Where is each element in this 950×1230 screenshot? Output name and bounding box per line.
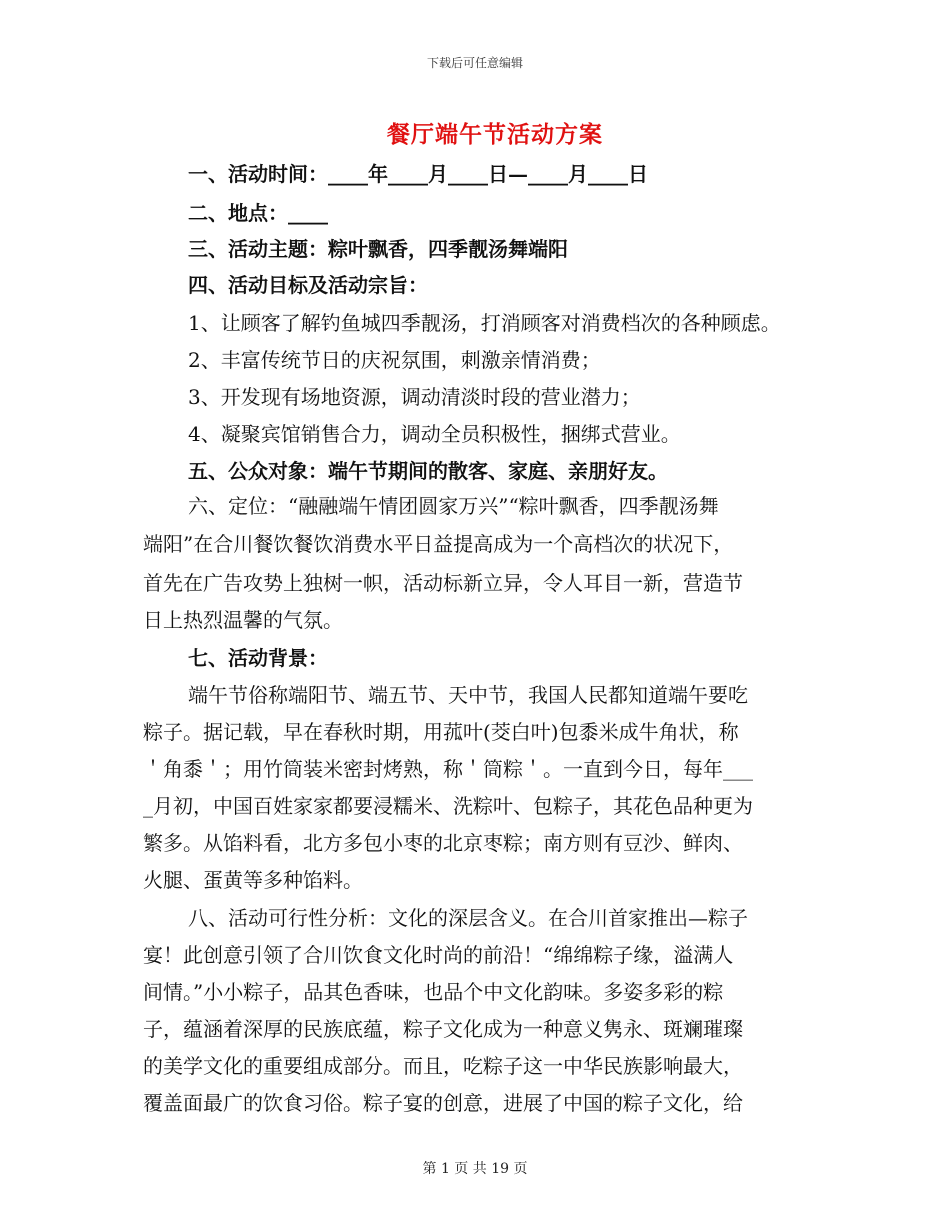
positioning-line: 首先在广告攻势上独树一帜，活动标新立异，令人耳目一新，营造节 xyxy=(143,571,743,595)
page-footer: 第 1 页 共 19 页 xyxy=(422,1161,528,1177)
background-line: 端午节俗称端阳节、端五节、天中节，我国人民都知道端午要吃 xyxy=(188,683,748,707)
feasibility-line: 八、活动可行性分析：文化的深层含义。在合川首家推出—粽子 xyxy=(188,906,748,930)
positioning-line: 六、定位：“融融端午情团圆家万兴”“粽叶飘香，四季靓汤舞 xyxy=(188,494,719,518)
feasibility-line: 宴！此创意引领了合川饮食文化时尚的前沿！“绵绵粽子缘，溢满人 xyxy=(143,943,734,967)
section-audience: 五、公众对象：端午节期间的散客、家庭、亲朋好友。 xyxy=(188,459,668,483)
header-note: 下载后可任意编辑 xyxy=(426,56,523,70)
background-line: 火腿、蛋黄等多种馅料。 xyxy=(143,868,363,892)
goal-item-1: 1、让顾客了解钓鱼城四季靓汤，打消顾客对消费档次的各种顾虑。 xyxy=(188,311,781,335)
feasibility-line: 覆盖面最广的饮食习俗。粽子宴的创意，进展了中国的粽子文化，给 xyxy=(143,1091,743,1115)
goal-item-4: 4、凝聚宾馆销售合力，调动全员积极性，捆绑式营业。 xyxy=(188,422,681,446)
background-line: 繁多。从馅料看，北方多包小枣的北京枣粽；南方则有豆沙、鲜肉、 xyxy=(143,831,743,855)
section-goals-heading: 四、活动目标及活动宗旨： xyxy=(188,273,428,297)
feasibility-line: 的美学文化的重要组成部分。而且，吃粽子这一中华民族影响最大， xyxy=(143,1054,743,1078)
background-line: ＇角黍＇；用竹筒装米密封烤熟，称＇筒粽＇。一直到今日，每年___ xyxy=(143,757,753,781)
background-line: _月初，中国百姓家家都要浸糯米、洗粽叶、包粽子，其花色品种更为 xyxy=(143,794,753,818)
feasibility-line: 子，蕴涵着深厚的民族底蕴，粽子文化成为一种意义隽永、斑斓璀璨 xyxy=(143,1017,743,1041)
background-line: 粽子。据记载，早在春秋时期，用菰叶(茭白叶)包黍米成牛角状，称 xyxy=(143,720,739,744)
goal-item-2: 2、丰富传统节日的庆祝氛围，刺激亲情消费； xyxy=(188,348,601,372)
feasibility-line: 间情。”小小粽子，品其色香味，也品个中文化韵味。多姿多彩的粽 xyxy=(143,980,724,1004)
section-background-heading: 七、活动背景： xyxy=(188,646,328,670)
positioning-line: 日上热烈温馨的气氛。 xyxy=(143,608,343,632)
section-place: 二、地点：____ xyxy=(188,201,328,225)
document-title: 餐厅端午节活动方案 xyxy=(387,121,603,148)
section-theme: 三、活动主题：粽叶飘香，四季靓汤舞端阳 xyxy=(188,237,568,261)
goal-item-3: 3、开发现有场地资源，调动清淡时段的营业潜力； xyxy=(188,385,641,409)
section-time: 一、活动时间：____年____月____日—____月____日 xyxy=(188,162,648,186)
positioning-line: 端阳”在合川餐饮餐饮消费水平日益提高成为一个高档次的状况下， xyxy=(143,532,734,556)
